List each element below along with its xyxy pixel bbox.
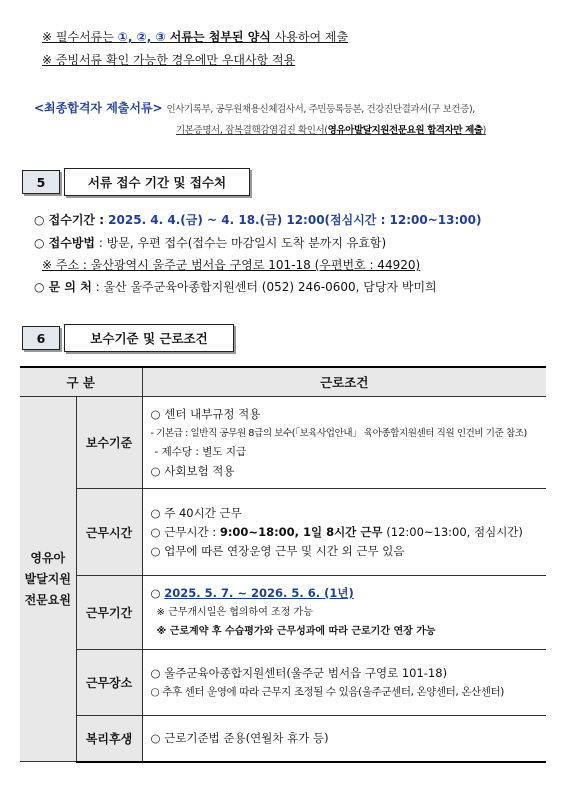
- final-docs-list-1: 인사기록부, 공무원채용신체검사서, 주민등록등본, 건강진단결과서(구 보건증),: [166, 104, 475, 115]
- hours-line2-suffix: (12:00~13:00, 점심시간): [382, 524, 523, 539]
- period-line1-value: 2025. 5. 7. ~ 2026. 5. 6. (1년): [164, 586, 354, 600]
- hours-conditions: [142, 489, 546, 576]
- header-category: 구 분: [20, 367, 142, 397]
- header-conditions: 근로조건: [142, 367, 546, 397]
- place-line1: ○ 울주군육아종합지원센터(울주군 범서읍 구영로 101-18): [150, 665, 448, 680]
- final-docs-label: <최종합격자 제출서류>: [34, 101, 163, 115]
- category-line1: 영유아: [30, 550, 66, 565]
- final-docs-line1: [34, 99, 475, 116]
- place-label: 근무장소: [76, 650, 142, 716]
- period-conditions: [142, 576, 546, 650]
- welfare-label: 복리후생: [76, 716, 142, 762]
- section6-title: 보수기준 및 근로조건: [64, 324, 234, 352]
- section6-number: 6: [22, 326, 60, 350]
- period-line1-prefix: ○: [150, 586, 165, 600]
- hours-line1: ○ 주 40시간 근무: [150, 505, 242, 520]
- note1-mid: 서류는 첨부된 양식: [165, 30, 271, 44]
- final-docs-end: ): [482, 125, 486, 136]
- final-docs-list-2: 기본증명서, 잠복결핵감염검진 확인서(: [176, 125, 328, 136]
- pay-line1: ○ 센터 내부규정 적용: [150, 406, 261, 421]
- hours-line2-bold: 9:00~18:00, 1일 8시간 근무: [219, 524, 383, 539]
- hours-line2-prefix: ○ 근무시간 :: [150, 524, 220, 539]
- period-label: ○ 접수기간 :: [34, 213, 109, 227]
- job-category-cell: [20, 397, 76, 762]
- section5-number: 5: [22, 170, 60, 194]
- period-line3: ※ 근로계약 후 수습평가와 근무성과에 따라 근로기간 연장 가능: [156, 626, 436, 637]
- hours-line2: [151, 523, 547, 542]
- pay-label: 보수기준: [76, 397, 142, 489]
- welfare-conditions: [142, 716, 546, 762]
- method-label: ○ 접수방법: [34, 236, 96, 250]
- receipt-method: [34, 234, 386, 251]
- contact-info: [34, 278, 437, 295]
- period-line2: ※ 근무개시일은 협의하여 조정 가능: [156, 607, 313, 618]
- place-line2: ○ 추후 센터 운영에 따라 근무지 조정될 수 있음(울주군센터, 온양센터, 온산센터): [150, 685, 504, 698]
- category-line2: 발달지원: [24, 571, 71, 586]
- period-label-cell: 근무기간: [76, 576, 142, 650]
- hours-line3: ○ 업무에 따른 연장운영 근무 및 시간 외 근무 있음: [150, 543, 405, 558]
- contact-label: ○ 문 의 처: [34, 280, 92, 294]
- pay-line3: - 제수당 : 별도 지급: [154, 445, 247, 458]
- final-docs-bold: 영유아발달지원전문요원 합격자만 제출: [327, 125, 483, 136]
- note1-items: ①, ②, ③: [117, 30, 166, 44]
- method-value: : 방문, 우편 접수(접수는 마감일시 도착 분까지 유효함): [95, 236, 387, 250]
- note-required-docs: [42, 28, 348, 45]
- note-preference: ※ 증빙서류 확인 가능한 경우에만 우대사항 적용: [42, 53, 296, 67]
- pay-line4: ○ 사회보험 적용: [150, 463, 235, 478]
- contact-value: : 울산 울주군육아종합지원센터 (052) 246-0600, 담당자 박미희: [91, 280, 437, 294]
- note1-prefix: ※ 필수서류는: [42, 30, 118, 44]
- work-conditions-table: [20, 366, 546, 763]
- category-line3: 전문요원: [24, 592, 71, 607]
- pay-line2: - 기본급 : 일반직 공무원 8급의 보수(「보육사업안내」 육아종합지원센터 직원 인건비 기준 참조): [150, 427, 527, 439]
- receipt-period: [34, 211, 482, 228]
- final-docs-line2: [176, 122, 486, 136]
- place-conditions: [142, 650, 546, 716]
- pay-conditions: [142, 397, 546, 489]
- section5-title: 서류 접수 기간 및 접수처: [64, 168, 250, 196]
- receipt-address: ※ 주소 : 울산광역시 울주군 범서읍 구영로 101-18 (우편번호 : 44920): [42, 258, 421, 272]
- hours-label: 근무시간: [76, 489, 142, 576]
- period-line1: [151, 584, 547, 603]
- period-value: 2025. 4. 4.(금) ~ 4. 18.(금) 12:00(점심시간 : 12:00~13:00): [108, 213, 482, 227]
- note1-suffix: 사용하여 제출: [270, 30, 349, 44]
- welfare-line1: ○ 근로기준법 준용(연월차 휴가 등): [150, 730, 329, 745]
